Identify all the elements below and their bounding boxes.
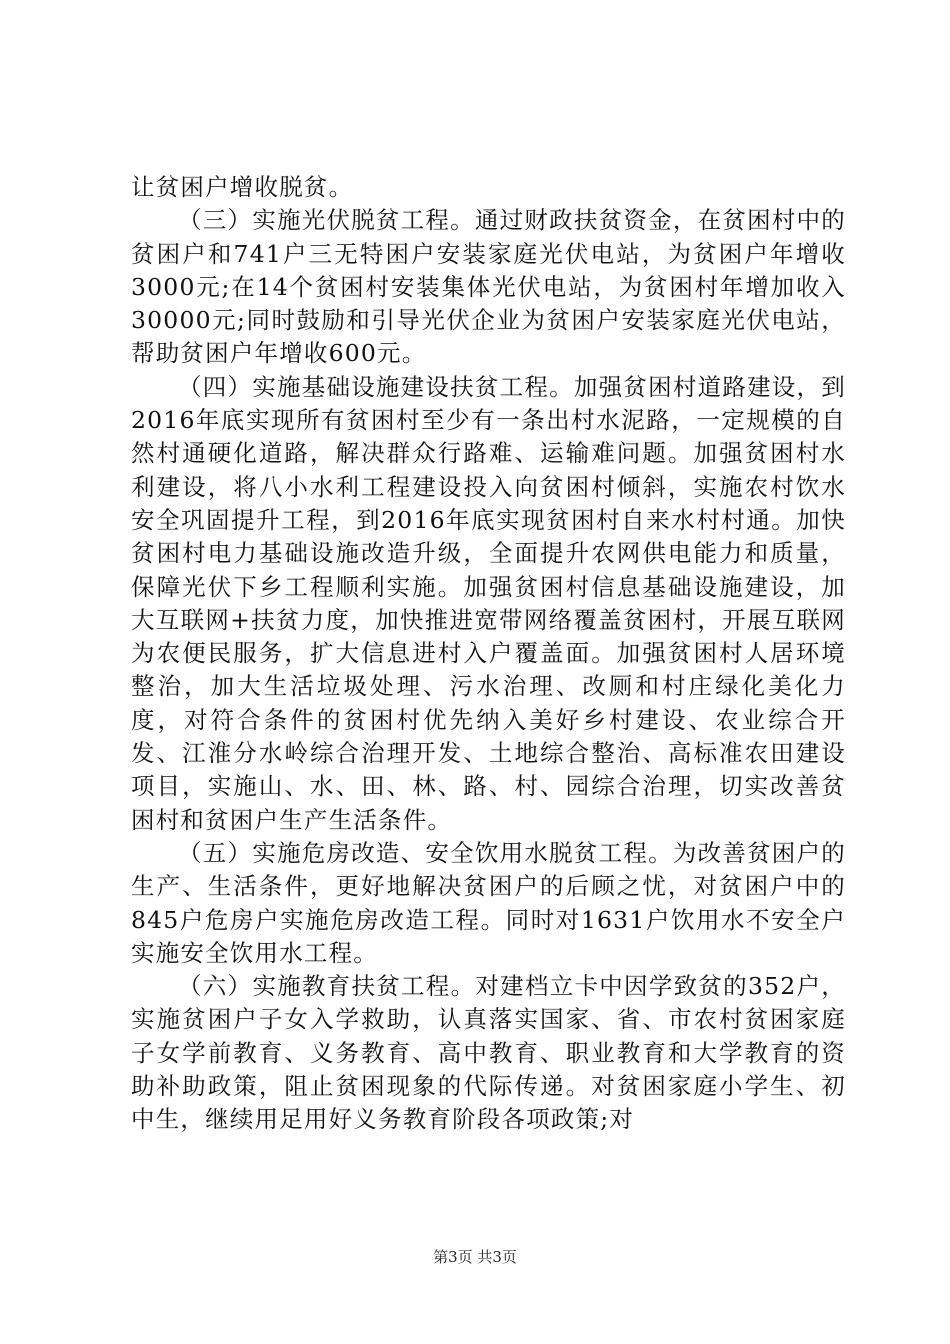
- paragraph-continuation: 让贫困户增收脱贫。: [131, 173, 354, 201]
- paragraph-solar-poverty-relief: （三）实施光伏脱贫工程。通过财政扶贫资金，在贫困村中的贫困户和741户三无特困户安装家庭光伏电站，为贫困户年增收3000元;在14个贫困村安装集体光伏电站，为贫困村年增加收入30000元;同时鼓励和引导光伏企业为贫困户安装家庭光伏电站，帮助贫困户年增收600元。: [131, 206, 846, 368]
- paragraph-housing-water: （五）实施危房改造、安全饮用水脱贫工程。为改善贫困户的生产、生活条件，更好地解决贫困户的后顾之忧，对贫困户中的845户危房户实施危房改造工程。同时对1631户饮用水不安全户实施安全饮用水工程。: [131, 838, 846, 967]
- document-body: [131, 171, 846, 1137]
- page-number-footer: 第3页 共3页: [433, 1248, 517, 1266]
- paragraph-infrastructure: （四）实施基础设施建设扶贫工程。加强贫困村道路建设，到2016年底实现所有贫困村至少有一条出村水泥路，一定规模的自然村通硬化道路，解决群众行路难、运输难问题。加强贫困村水利建设，将八小水利工程建设投入向贫困村倾斜，实施农村饮水安全巩固提升工程，到2016年底实现贫困村自来水村村通。加快贫困村电力基础设施改造升级，全面提升农网供电能力和质量，保障光伏下乡工程顺利实施。加强贫困村信息基础设施建设，加大互联网+扶贫力度，加快推进宽带网络覆盖贫困村，开展互联网为农便民服务，扩大信息进村入户覆盖面。加强贫困村人居环境整治，加大生活垃圾处理、污水治理、改厕和村庄绿化美化力度，对符合条件的贫困村优先纳入美好乡村建设、农业综合开发、江淮分水岭综合治理开发、土地综合整治、高标准农田建设项目，实施山、水、田、林、路、村、园综合治理，切实改善贫困村和贫困户生产生活条件。: [131, 372, 846, 834]
- paragraph-education: （六）实施教育扶贫工程。对建档立卡中因学致贫的352户，实施贫困户子女入学救助，认真落实国家、省、市农村贫困家庭子女学前教育、义务教育、高中教育、职业教育和大学教育的资助补助政策，阻止贫困现象的代际传递。对贫困家庭小学生、初中生，继续用足用好义务教育阶段各项政策;对: [131, 972, 846, 1134]
